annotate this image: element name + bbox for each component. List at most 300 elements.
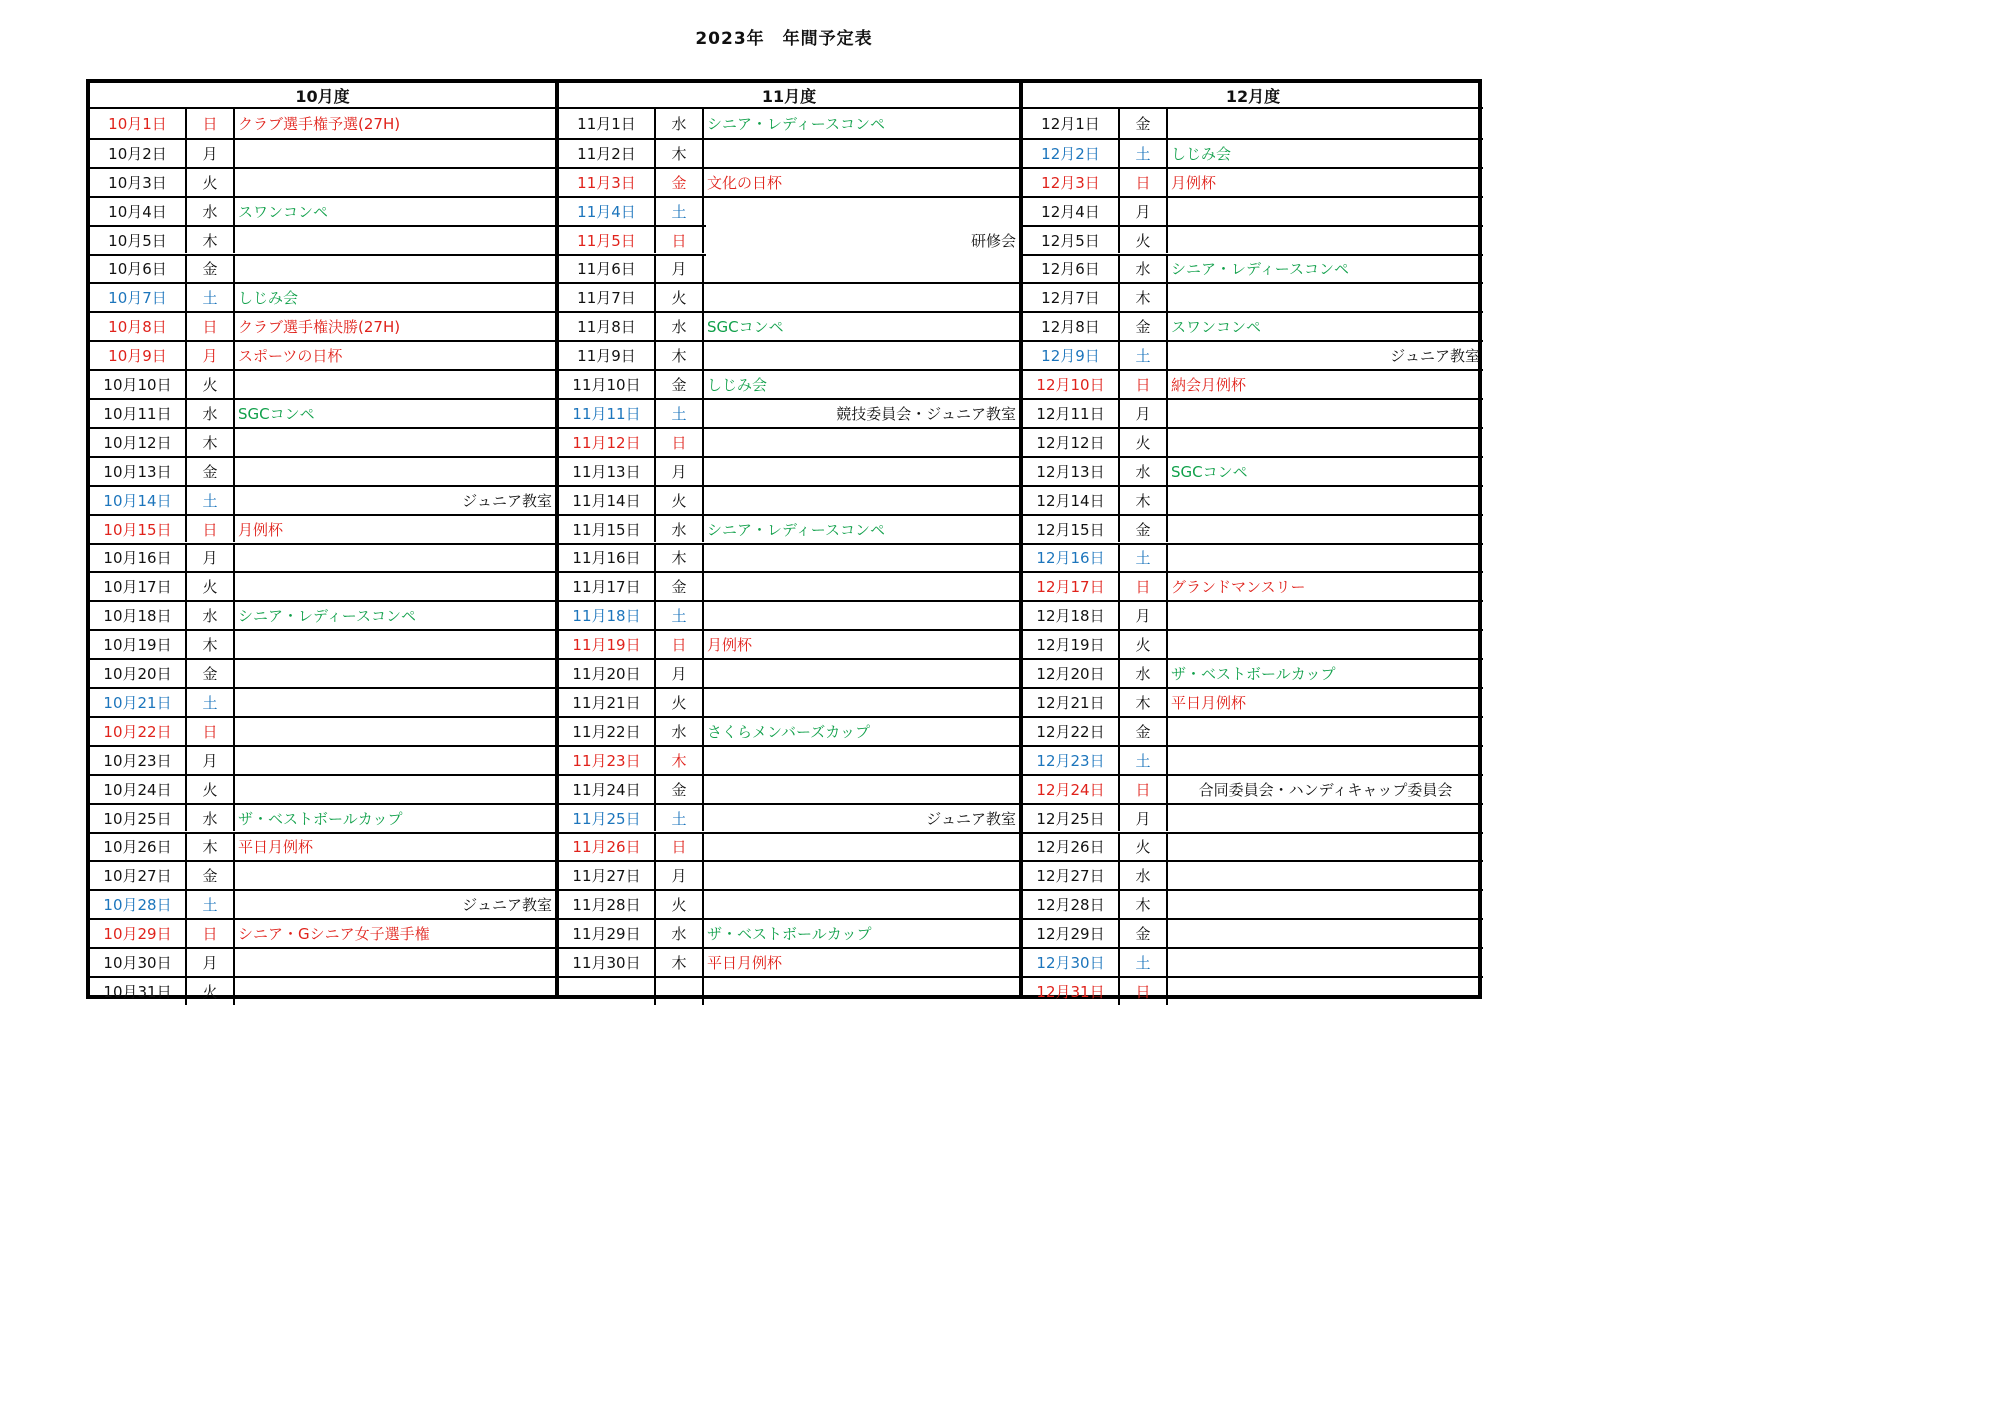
weekday-cell: 月 bbox=[656, 256, 704, 283]
event-cell bbox=[235, 256, 555, 283]
weekday-cell: 土 bbox=[656, 602, 704, 629]
event-cell bbox=[235, 573, 555, 600]
weekday-cell: 水 bbox=[1120, 862, 1168, 889]
event-cell bbox=[704, 458, 1019, 485]
date-cell: 11月22日 bbox=[559, 718, 656, 745]
event-cell bbox=[235, 949, 555, 976]
table-row bbox=[559, 629, 1019, 658]
weekday-cell: 木 bbox=[187, 429, 235, 456]
weekday-cell: 土 bbox=[187, 284, 235, 311]
table-row bbox=[90, 138, 555, 167]
date-cell: 12月7日 bbox=[1023, 284, 1120, 311]
weekday-cell: 月 bbox=[656, 660, 704, 687]
weekday-cell: 月 bbox=[656, 862, 704, 889]
date-cell: 11月8日 bbox=[559, 313, 656, 340]
event-cell bbox=[235, 545, 555, 572]
date-cell bbox=[559, 978, 656, 1005]
date-cell: 10月17日 bbox=[90, 573, 187, 600]
date-cell: 11月6日 bbox=[559, 256, 656, 283]
table-row bbox=[90, 456, 555, 485]
event-cell bbox=[1168, 429, 1483, 456]
event-cell bbox=[1168, 400, 1483, 427]
event-cell bbox=[704, 429, 1019, 456]
table-row bbox=[90, 254, 555, 283]
table-row bbox=[559, 456, 1019, 485]
event-cell bbox=[1168, 284, 1483, 311]
month-header: 12月度 bbox=[1023, 83, 1483, 109]
table-row bbox=[559, 514, 1019, 543]
merged-cell-mask bbox=[706, 254, 1019, 256]
date-cell: 11月29日 bbox=[559, 920, 656, 947]
event-cell: 合同委員会・ハンディキャップ委員会 bbox=[1198, 780, 1453, 799]
date-cell: 12月27日 bbox=[1023, 862, 1120, 889]
date-cell: 12月30日 bbox=[1023, 949, 1120, 976]
weekday-cell: 日 bbox=[656, 227, 704, 254]
weekday-cell: 火 bbox=[187, 776, 235, 803]
event-cell: ジュニア教室 bbox=[926, 809, 1016, 828]
event-cell bbox=[1168, 949, 1483, 976]
date-cell: 11月9日 bbox=[559, 342, 656, 369]
date-cell: 11月5日 bbox=[559, 227, 656, 254]
table-row bbox=[559, 485, 1019, 514]
event-cell bbox=[235, 140, 555, 167]
event-cell bbox=[1168, 545, 1483, 572]
event-cell: SGCコンペ bbox=[1171, 462, 1248, 481]
table-row bbox=[90, 398, 555, 427]
table-row bbox=[90, 687, 555, 716]
event-cell bbox=[704, 862, 1019, 889]
table-row bbox=[90, 311, 555, 340]
table-row bbox=[559, 571, 1019, 600]
date-cell: 11月15日 bbox=[559, 516, 656, 543]
table-row bbox=[559, 658, 1019, 687]
table-row bbox=[90, 889, 555, 918]
table-row bbox=[90, 918, 555, 947]
date-cell: 10月22日 bbox=[90, 718, 187, 745]
weekday-cell: 水 bbox=[1120, 458, 1168, 485]
date-cell: 10月29日 bbox=[90, 920, 187, 947]
table-row bbox=[90, 832, 555, 861]
table-row bbox=[1023, 485, 1483, 514]
date-cell: 10月24日 bbox=[90, 776, 187, 803]
event-cell bbox=[704, 545, 1019, 572]
table-row bbox=[90, 803, 555, 832]
event-cell: 研修会 bbox=[970, 231, 1016, 250]
table-row bbox=[1023, 600, 1483, 629]
weekday-cell: 木 bbox=[187, 834, 235, 861]
table-row bbox=[1023, 427, 1483, 456]
table-row bbox=[90, 427, 555, 456]
weekday-cell: 月 bbox=[1120, 602, 1168, 629]
date-cell: 11月10日 bbox=[559, 371, 656, 398]
date-cell: 11月21日 bbox=[559, 689, 656, 716]
table-row bbox=[559, 803, 1019, 832]
weekday-cell: 金 bbox=[656, 169, 704, 196]
event-cell bbox=[235, 429, 555, 456]
weekday-cell: 月 bbox=[1120, 805, 1168, 832]
weekday-cell: 月 bbox=[1120, 400, 1168, 427]
event-cell bbox=[235, 631, 555, 658]
table-row bbox=[1023, 196, 1483, 225]
table-row bbox=[1023, 543, 1483, 572]
weekday-cell: 日 bbox=[656, 631, 704, 658]
weekday-cell: 木 bbox=[656, 949, 704, 976]
event-cell: スワンコンペ bbox=[1171, 318, 1262, 337]
event-cell: スポーツの日杯 bbox=[238, 347, 343, 366]
table-row bbox=[90, 745, 555, 774]
date-cell: 10月23日 bbox=[90, 747, 187, 774]
date-cell: 12月17日 bbox=[1023, 573, 1120, 600]
weekday-cell: 金 bbox=[656, 776, 704, 803]
event-cell bbox=[1168, 891, 1483, 918]
weekday-cell: 水 bbox=[656, 313, 704, 340]
weekday-cell: 土 bbox=[1120, 747, 1168, 774]
table-row bbox=[559, 687, 1019, 716]
date-cell: 11月24日 bbox=[559, 776, 656, 803]
event-cell: ジュニア教室 bbox=[462, 896, 552, 915]
event-cell: 平日月例杯 bbox=[1171, 693, 1247, 712]
event-cell bbox=[704, 198, 1019, 225]
event-cell: スワンコンペ bbox=[238, 202, 329, 221]
weekday-cell: 土 bbox=[187, 689, 235, 716]
date-cell: 10月10日 bbox=[90, 371, 187, 398]
date-cell: 10月4日 bbox=[90, 198, 187, 225]
weekday-cell: 火 bbox=[656, 284, 704, 311]
event-cell bbox=[235, 776, 555, 803]
date-cell: 12月25日 bbox=[1023, 805, 1120, 832]
date-cell: 10月27日 bbox=[90, 862, 187, 889]
table-row bbox=[559, 774, 1019, 803]
date-cell: 11月12日 bbox=[559, 429, 656, 456]
weekday-cell: 日 bbox=[1120, 573, 1168, 600]
date-cell: 10月13日 bbox=[90, 458, 187, 485]
weekday-cell: 金 bbox=[187, 862, 235, 889]
table-row bbox=[1023, 803, 1483, 832]
date-cell: 10月8日 bbox=[90, 313, 187, 340]
table-row bbox=[1023, 687, 1483, 716]
weekday-cell: 日 bbox=[187, 516, 235, 543]
date-cell: 12月11日 bbox=[1023, 400, 1120, 427]
date-cell: 10月16日 bbox=[90, 545, 187, 572]
date-cell: 10月15日 bbox=[90, 516, 187, 543]
event-cell bbox=[704, 776, 1019, 803]
date-cell: 10月7日 bbox=[90, 284, 187, 311]
event-cell bbox=[704, 689, 1019, 716]
event-cell bbox=[1168, 516, 1483, 543]
event-cell bbox=[704, 573, 1019, 600]
table-row bbox=[90, 282, 555, 311]
event-cell bbox=[704, 342, 1019, 369]
weekday-cell: 火 bbox=[1120, 631, 1168, 658]
weekday-cell: 金 bbox=[656, 371, 704, 398]
table-row bbox=[559, 716, 1019, 745]
date-cell: 11月20日 bbox=[559, 660, 656, 687]
weekday-cell: 水 bbox=[656, 718, 704, 745]
weekday-cell: 火 bbox=[187, 371, 235, 398]
table-row bbox=[1023, 947, 1483, 976]
table-row bbox=[559, 860, 1019, 889]
weekday-cell: 日 bbox=[1120, 978, 1168, 1005]
event-cell: グランドマンスリー bbox=[1171, 578, 1306, 597]
month-header: 11月度 bbox=[559, 83, 1019, 109]
month-header: 10月度 bbox=[90, 83, 555, 109]
weekday-cell: 金 bbox=[187, 256, 235, 283]
event-cell: SGCコンペ bbox=[238, 404, 315, 423]
table-row bbox=[559, 600, 1019, 629]
month-december bbox=[1019, 83, 1483, 1001]
weekday-cell: 金 bbox=[1120, 109, 1168, 138]
weekday-cell: 日 bbox=[656, 429, 704, 456]
date-cell: 11月13日 bbox=[559, 458, 656, 485]
event-cell bbox=[704, 602, 1019, 629]
event-cell bbox=[1168, 718, 1483, 745]
date-cell: 10月25日 bbox=[90, 805, 187, 832]
weekday-cell: 日 bbox=[1120, 776, 1168, 803]
event-cell bbox=[235, 458, 555, 485]
weekday-cell: 日 bbox=[187, 313, 235, 340]
event-cell bbox=[1168, 747, 1483, 774]
table-row bbox=[1023, 138, 1483, 167]
weekday-cell: 月 bbox=[187, 342, 235, 369]
day-rows bbox=[559, 109, 1019, 995]
event-cell bbox=[1168, 805, 1483, 832]
weekday-cell: 月 bbox=[187, 140, 235, 167]
date-cell: 12月15日 bbox=[1023, 516, 1120, 543]
event-cell: 競技委員会・ジュニア教室 bbox=[836, 404, 1016, 423]
event-cell bbox=[235, 169, 555, 196]
table-row bbox=[1023, 832, 1483, 861]
table-row bbox=[90, 514, 555, 543]
date-cell: 10月28日 bbox=[90, 891, 187, 918]
weekday-cell: 火 bbox=[656, 891, 704, 918]
event-cell: シニア・レディースコンペ bbox=[1171, 260, 1350, 279]
weekday-cell: 金 bbox=[1120, 920, 1168, 947]
table-row bbox=[559, 196, 1019, 225]
weekday-cell: 月 bbox=[1120, 198, 1168, 225]
weekday-cell: 水 bbox=[187, 198, 235, 225]
weekday-cell: 木 bbox=[187, 631, 235, 658]
table-row bbox=[90, 600, 555, 629]
date-cell: 11月28日 bbox=[559, 891, 656, 918]
table-row bbox=[1023, 398, 1483, 427]
date-cell: 12月23日 bbox=[1023, 747, 1120, 774]
date-cell: 12月28日 bbox=[1023, 891, 1120, 918]
table-row bbox=[559, 398, 1019, 427]
table-row bbox=[559, 282, 1019, 311]
date-cell: 12月19日 bbox=[1023, 631, 1120, 658]
table-row bbox=[559, 138, 1019, 167]
weekday-cell: 火 bbox=[656, 689, 704, 716]
event-cell: 文化の日杯 bbox=[707, 173, 783, 192]
event-cell bbox=[704, 747, 1019, 774]
date-cell: 11月3日 bbox=[559, 169, 656, 196]
table-row bbox=[559, 889, 1019, 918]
table-row bbox=[1023, 976, 1483, 1005]
date-cell: 10月26日 bbox=[90, 834, 187, 861]
date-cell: 12月22日 bbox=[1023, 718, 1120, 745]
date-cell: 12月29日 bbox=[1023, 920, 1120, 947]
table-row bbox=[1023, 860, 1483, 889]
event-cell bbox=[1168, 602, 1483, 629]
date-cell: 11月4日 bbox=[559, 198, 656, 225]
event-cell: しじみ会 bbox=[1171, 144, 1232, 163]
weekday-cell: 土 bbox=[1120, 140, 1168, 167]
table-row bbox=[559, 427, 1019, 456]
event-cell: 平日月例杯 bbox=[238, 838, 314, 857]
date-cell: 10月1日 bbox=[90, 109, 187, 138]
table-row bbox=[1023, 889, 1483, 918]
date-cell: 10月3日 bbox=[90, 169, 187, 196]
table-row bbox=[90, 629, 555, 658]
table-row bbox=[559, 167, 1019, 196]
date-cell: 11月17日 bbox=[559, 573, 656, 600]
table-row bbox=[1023, 918, 1483, 947]
date-cell: 10月11日 bbox=[90, 400, 187, 427]
event-cell: シニア・Gシニア女子選手権 bbox=[238, 925, 430, 944]
date-cell: 10月6日 bbox=[90, 256, 187, 283]
table-row bbox=[559, 745, 1019, 774]
date-cell: 11月27日 bbox=[559, 862, 656, 889]
date-cell: 10月2日 bbox=[90, 140, 187, 167]
weekday-cell: 月 bbox=[656, 458, 704, 485]
date-cell: 11月2日 bbox=[559, 140, 656, 167]
event-cell bbox=[1168, 631, 1483, 658]
weekday-cell: 水 bbox=[1120, 256, 1168, 283]
table-row bbox=[1023, 456, 1483, 485]
table-row bbox=[1023, 514, 1483, 543]
weekday-cell: 金 bbox=[656, 573, 704, 600]
date-cell: 12月16日 bbox=[1023, 545, 1120, 572]
table-row bbox=[559, 340, 1019, 369]
event-cell: しじみ会 bbox=[238, 289, 299, 308]
date-cell: 10月18日 bbox=[90, 602, 187, 629]
weekday-cell: 水 bbox=[187, 400, 235, 427]
weekday-cell: 土 bbox=[656, 400, 704, 427]
table-row bbox=[1023, 716, 1483, 745]
table-row bbox=[90, 658, 555, 687]
date-cell: 12月8日 bbox=[1023, 313, 1120, 340]
date-cell: 11月18日 bbox=[559, 602, 656, 629]
table-row bbox=[1023, 225, 1483, 254]
weekday-cell: 土 bbox=[187, 891, 235, 918]
weekday-cell: 金 bbox=[187, 458, 235, 485]
event-cell: クラブ選手権予選(27H) bbox=[238, 114, 401, 133]
table-row bbox=[90, 774, 555, 803]
event-cell: ザ・ベストボールカップ bbox=[1171, 665, 1336, 684]
table-row bbox=[90, 485, 555, 514]
weekday-cell: 土 bbox=[1120, 545, 1168, 572]
date-cell: 11月19日 bbox=[559, 631, 656, 658]
weekday-cell: 火 bbox=[187, 573, 235, 600]
weekday-cell: 木 bbox=[656, 747, 704, 774]
date-cell: 12月14日 bbox=[1023, 487, 1120, 514]
table-row bbox=[559, 109, 1019, 138]
weekday-cell: 月 bbox=[187, 545, 235, 572]
weekday-cell: 水 bbox=[187, 602, 235, 629]
date-cell: 10月12日 bbox=[90, 429, 187, 456]
table-row bbox=[559, 543, 1019, 572]
weekday-cell: 水 bbox=[656, 109, 704, 138]
event-cell bbox=[235, 978, 555, 1005]
weekday-cell: 木 bbox=[656, 342, 704, 369]
event-cell bbox=[704, 487, 1019, 514]
table-row bbox=[559, 976, 1019, 1005]
event-cell: 納会月例杯 bbox=[1171, 376, 1247, 395]
table-row bbox=[559, 369, 1019, 398]
date-cell: 12月26日 bbox=[1023, 834, 1120, 861]
event-cell: ザ・ベストボールカップ bbox=[707, 925, 872, 944]
weekday-cell: 土 bbox=[187, 487, 235, 514]
date-cell: 12月20日 bbox=[1023, 660, 1120, 687]
event-cell: シニア・レディースコンペ bbox=[238, 607, 417, 626]
table-row bbox=[1023, 369, 1483, 398]
event-cell bbox=[1168, 198, 1483, 225]
weekday-cell: 土 bbox=[1120, 342, 1168, 369]
weekday-cell: 月 bbox=[187, 949, 235, 976]
event-cell bbox=[235, 689, 555, 716]
date-cell: 12月6日 bbox=[1023, 256, 1120, 283]
schedule-table bbox=[86, 79, 1482, 999]
weekday-cell: 土 bbox=[656, 198, 704, 225]
table-row bbox=[1023, 745, 1483, 774]
weekday-cell: 水 bbox=[656, 920, 704, 947]
weekday-cell: 木 bbox=[1120, 689, 1168, 716]
weekday-cell: 火 bbox=[187, 169, 235, 196]
date-cell: 11月25日 bbox=[559, 805, 656, 832]
event-cell bbox=[1168, 487, 1483, 514]
event-cell: 月例杯 bbox=[238, 520, 284, 539]
date-cell: 12月18日 bbox=[1023, 602, 1120, 629]
date-cell: 11月1日 bbox=[559, 109, 656, 138]
event-cell bbox=[235, 747, 555, 774]
event-cell bbox=[235, 227, 555, 254]
weekday-cell: 木 bbox=[1120, 487, 1168, 514]
date-cell: 11月16日 bbox=[559, 545, 656, 572]
date-cell: 12月13日 bbox=[1023, 458, 1120, 485]
event-cell bbox=[1168, 862, 1483, 889]
event-cell: ジュニア教室 bbox=[462, 491, 552, 510]
date-cell: 11月11日 bbox=[559, 400, 656, 427]
date-cell: 12月31日 bbox=[1023, 978, 1120, 1005]
date-cell: 12月10日 bbox=[1023, 371, 1120, 398]
weekday-cell: 木 bbox=[1120, 891, 1168, 918]
event-cell: クラブ選手権決勝(27H) bbox=[238, 318, 401, 337]
weekday-cell: 金 bbox=[187, 660, 235, 687]
event-cell bbox=[235, 660, 555, 687]
event-cell bbox=[1168, 978, 1483, 1005]
table-row bbox=[1023, 254, 1483, 283]
weekday-cell: 日 bbox=[1120, 371, 1168, 398]
weekday-cell: 日 bbox=[656, 834, 704, 861]
event-cell bbox=[1168, 834, 1483, 861]
month-november bbox=[555, 83, 1019, 995]
table-row bbox=[90, 109, 555, 138]
date-cell: 12月12日 bbox=[1023, 429, 1120, 456]
table-row bbox=[90, 167, 555, 196]
event-cell: さくらメンバーズカップ bbox=[707, 722, 871, 741]
table-row bbox=[90, 860, 555, 889]
weekday-cell: 水 bbox=[656, 516, 704, 543]
table-row bbox=[90, 571, 555, 600]
table-row bbox=[559, 225, 1019, 254]
table-row bbox=[90, 225, 555, 254]
weekday-cell: 日 bbox=[187, 920, 235, 947]
event-cell bbox=[704, 256, 1019, 283]
event-cell: 平日月例杯 bbox=[707, 954, 783, 973]
weekday-cell: 木 bbox=[187, 227, 235, 254]
date-cell: 12月21日 bbox=[1023, 689, 1120, 716]
date-cell: 10月5日 bbox=[90, 227, 187, 254]
